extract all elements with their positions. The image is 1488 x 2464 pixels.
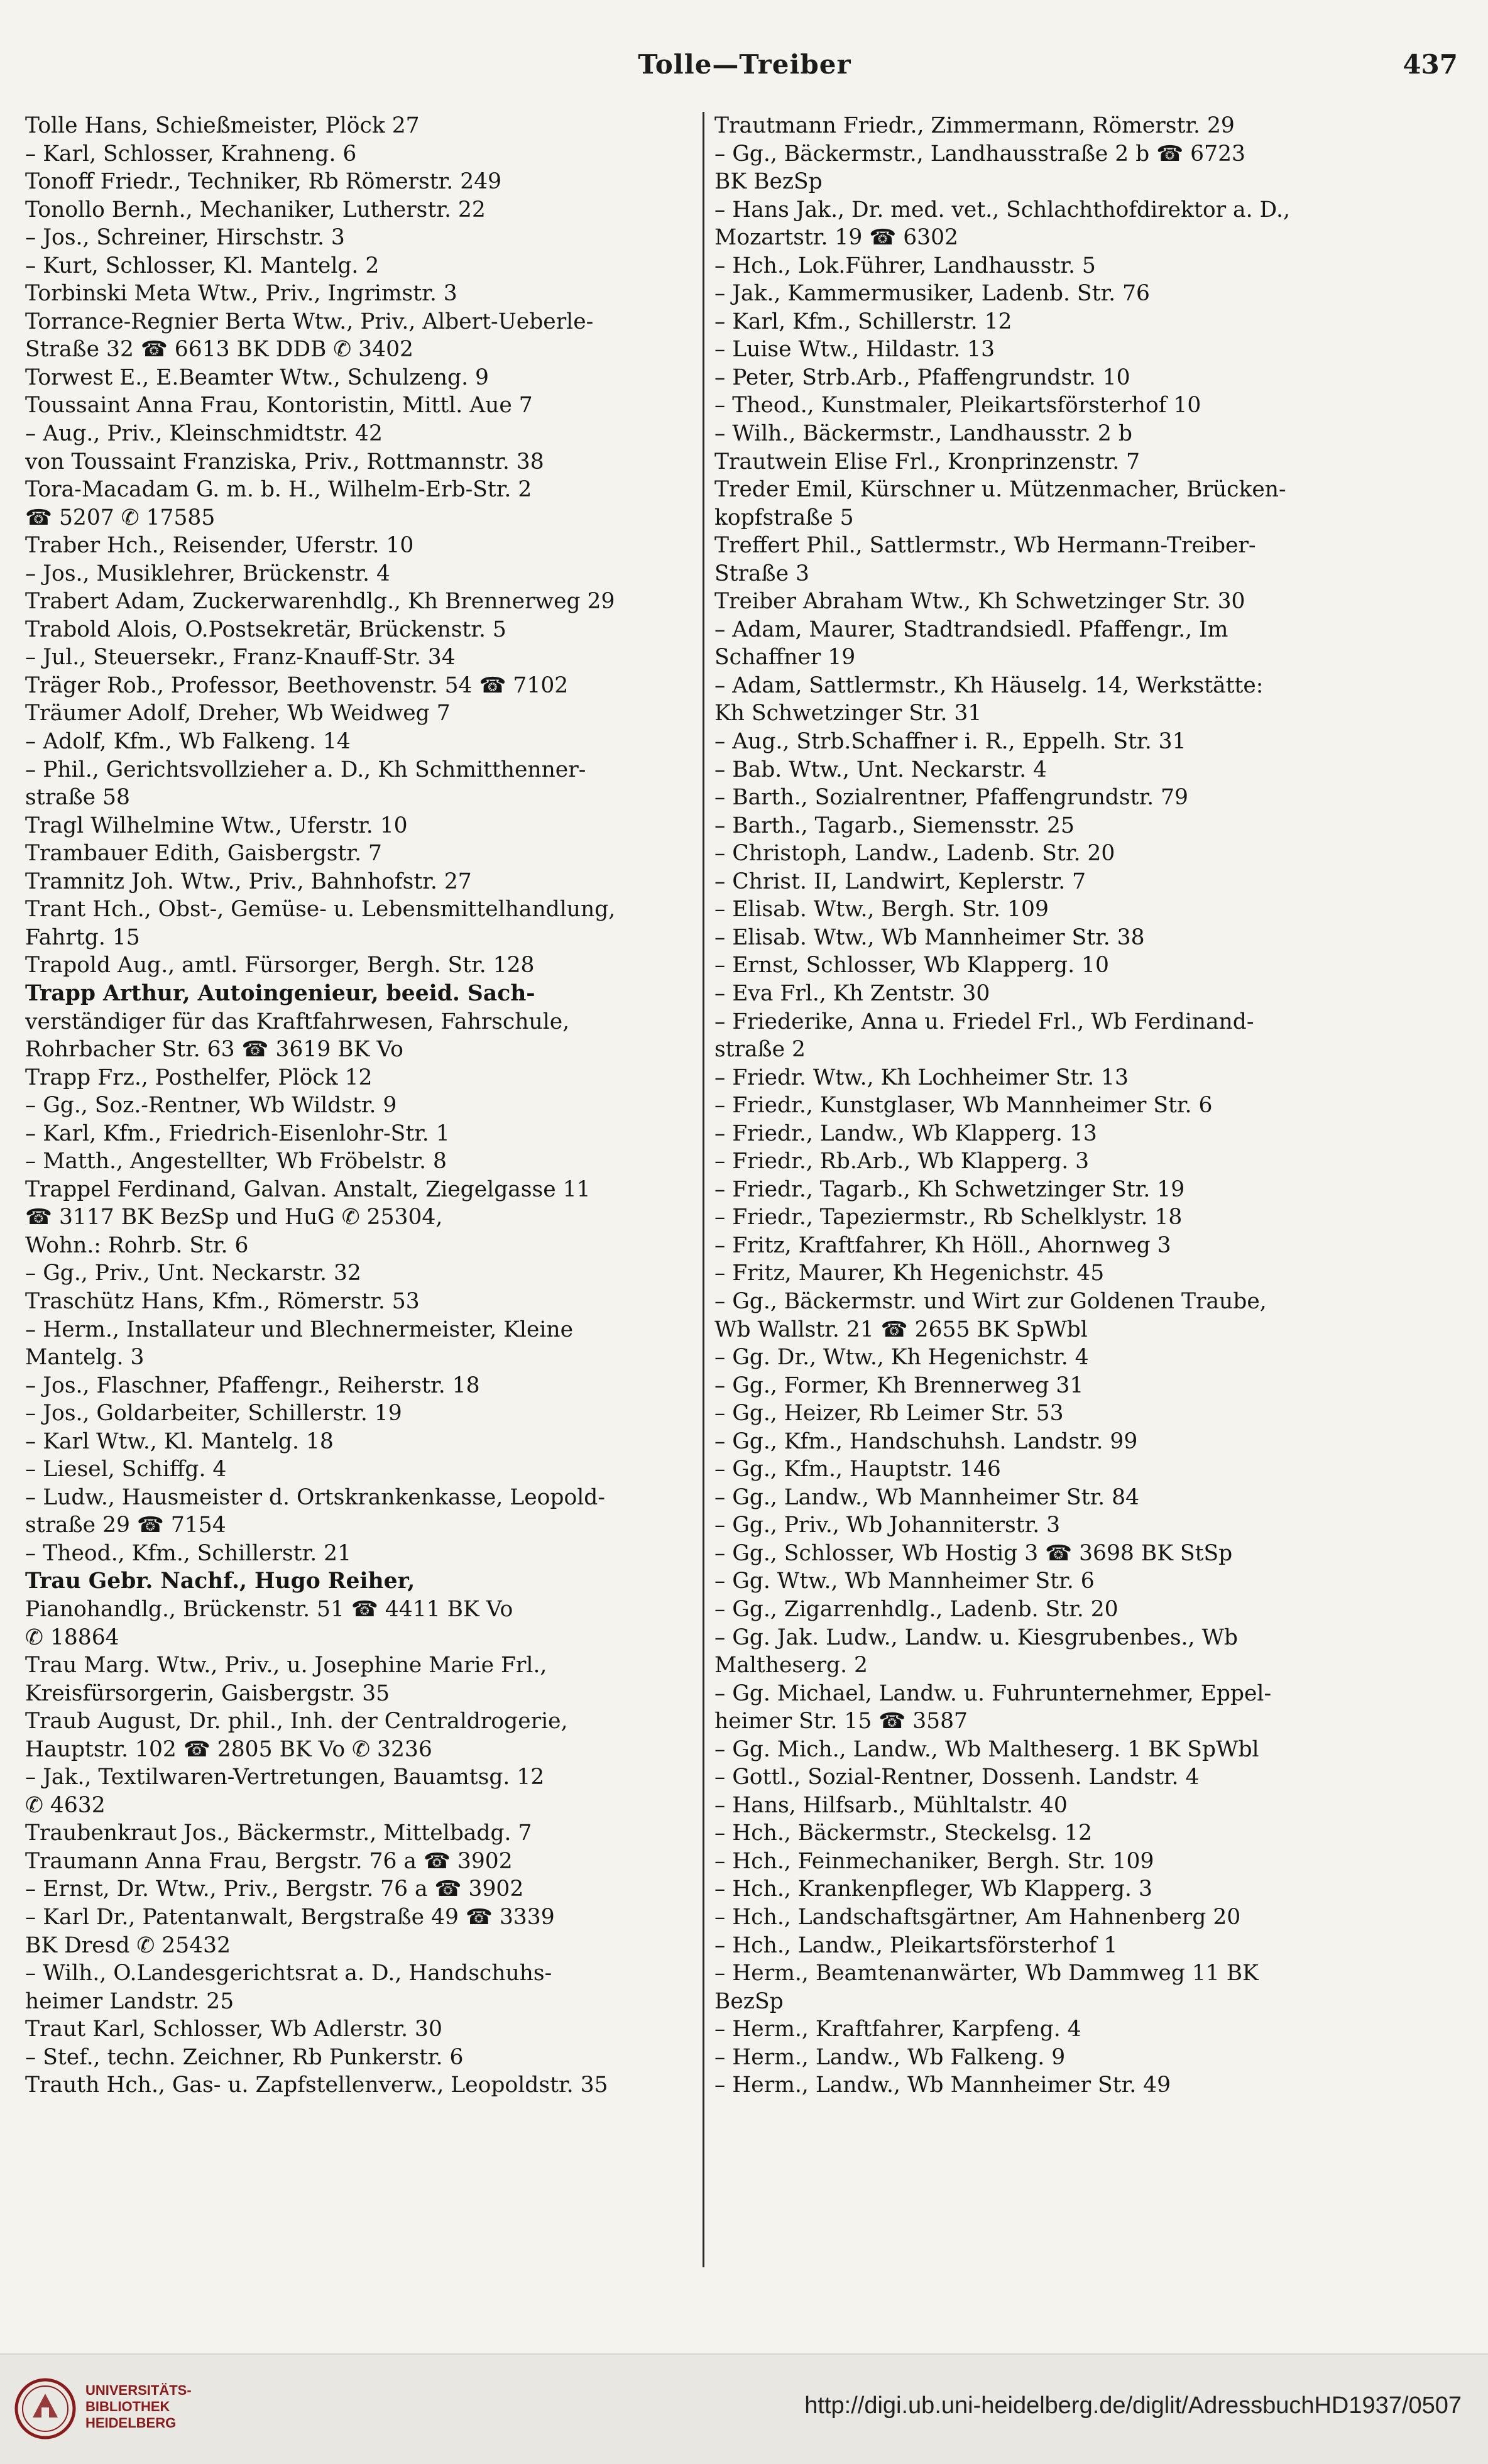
directory-entry-line: Traber Hch., Reisender, Uferstr. 10 xyxy=(25,533,414,559)
directory-entry-line: Schaffner 19 xyxy=(714,645,856,671)
directory-entry-line: ✆ 18864 xyxy=(25,1624,119,1650)
directory-entry-line: – Gg. Wtw., Wb Mannheimer Str. 6 xyxy=(714,1569,1095,1594)
directory-entry-line: – Gg., Schlosser, Wb Hostig 3 ☎ 3698 BK StSp xyxy=(714,1540,1233,1566)
directory-entry-line: – Ernst, Schlosser, Wb Klapperg. 10 xyxy=(714,953,1109,978)
source-url[interactable]: http://digi.ub.uni-heidelberg.de/diglit/AdressbuchHD1937/0507 xyxy=(804,2392,1462,2419)
directory-entry-line: – Barth., Sozialrentner, Pfaffengrundstr. 79 xyxy=(714,785,1188,811)
directory-entry-line: Tragl Wilhelmine Wtw., Uferstr. 10 xyxy=(25,813,408,838)
directory-entry-line: – Gg., Zigarrenhdlg., Ladenb. Str. 20 xyxy=(714,1596,1119,1622)
directory-entry-line: – Wilh., Bäckermstr., Landhausstr. 2 b xyxy=(714,421,1132,447)
directory-entry-line: Kreisfürsorgerin, Gaisbergstr. 35 xyxy=(25,1680,390,1706)
directory-entry-line: Kh Schwetzinger Str. 31 xyxy=(714,701,982,726)
directory-entry-line: BK Dresd ✆ 25432 xyxy=(25,1932,231,1958)
directory-entry-line: Tolle Hans, Schießmeister, Plöck 27 xyxy=(25,113,420,138)
directory-entry-line: – Phil., Gerichtsvollzieher a. D., Kh Schmitthenner- xyxy=(25,757,586,782)
directory-entry-line: – Fritz, Kraftfahrer, Kh Höll., Ahornweg 3 xyxy=(714,1232,1171,1258)
directory-entry-line: – Karl Wtw., Kl. Mantelg. 18 xyxy=(25,1428,334,1454)
directory-entry-line: BK BezSp xyxy=(714,169,823,195)
library-name: UNIVERSITÄTS- BIBLIOTHEK HEIDELBERG xyxy=(85,2382,192,2431)
directory-entry-line: – Christoph, Landw., Ladenb. Str. 20 xyxy=(714,841,1115,867)
directory-entry-line: Tramnitz Joh. Wtw., Priv., Bahnhofstr. 27 xyxy=(25,868,472,894)
directory-entry-line: heimer Str. 15 ☎ 3587 xyxy=(714,1709,968,1734)
directory-entry-line: – Gg., Kfm., Handschuhsh. Landstr. 99 xyxy=(714,1428,1138,1454)
directory-entry-line: Träger Rob., Professor, Beethovenstr. 54 ☎ 7102 xyxy=(25,672,569,698)
directory-entry-line: – Friedr. Wtw., Kh Lochheimer Str. 13 xyxy=(714,1065,1129,1090)
directory-entry-line: – Peter, Strb.Arb., Pfaffengrundstr. 10 xyxy=(714,364,1130,390)
directory-entry-line: Trau Marg. Wtw., Priv., u. Josephine Marie Frl., xyxy=(25,1653,547,1678)
directory-entry-line: – Jos., Musiklehrer, Brückenstr. 4 xyxy=(25,561,390,586)
directory-entry-line: – Fritz, Maurer, Kh Hegenichstr. 45 xyxy=(714,1261,1105,1286)
directory-entry-line: – Gg., Priv., Unt. Neckarstr. 32 xyxy=(25,1261,361,1286)
directory-entry-line: – Adolf, Kfm., Wb Falkeng. 14 xyxy=(25,729,351,755)
directory-entry-line: – Gottl., Sozial-Rentner, Dossenh. Landstr. 4 xyxy=(714,1765,1200,1790)
directory-entry-line: Traumann Anna Frau, Bergstr. 76 a ☎ 3902 xyxy=(25,1848,513,1874)
directory-entry-line: – Friedr., Rb.Arb., Wb Klapperg. 3 xyxy=(714,1149,1090,1175)
footer-bar xyxy=(0,2353,1488,2464)
directory-entry-line: – Karl, Kfm., Friedrich-Eisenlohr-Str. 1 xyxy=(25,1120,450,1146)
directory-entry-line: ✆ 4632 xyxy=(25,1792,106,1818)
directory-entry-line: – Herm., Landw., Wb Mannheimer Str. 49 xyxy=(714,2072,1171,2098)
directory-entry-line: – Wilh., O.Landesgerichtsrat a. D., Handschuhs- xyxy=(25,1961,552,1986)
directory-entry-line: – Gg., Kfm., Hauptstr. 146 xyxy=(714,1457,1001,1482)
directory-entry-line: Trappel Ferdinand, Galvan. Anstalt, Ziegelgasse 11 xyxy=(25,1176,591,1202)
directory-entry-line: – Friedr., Landw., Wb Klapperg. 13 xyxy=(714,1120,1097,1146)
directory-entry-line: – Herm., Beamtenanwärter, Wb Dammweg 11 BK xyxy=(714,1961,1259,1986)
directory-entry-line: Traub August, Dr. phil., Inh. der Centraldrogerie, xyxy=(25,1709,568,1734)
directory-entry-line: – Elisab. Wtw., Wb Mannheimer Str. 38 xyxy=(714,924,1145,950)
directory-entry-line: Trau Gebr. Nachf., Hugo Reiher, xyxy=(25,1569,415,1594)
directory-entry-line: – Hch., Feinmechaniker, Bergh. Str. 109 xyxy=(714,1848,1154,1874)
directory-entry-line: Wb Wallstr. 21 ☎ 2655 BK SpWbl xyxy=(714,1317,1088,1342)
directory-entry-line: Torrance-Regnier Berta Wtw., Priv., Albert-Ueberle- xyxy=(25,309,594,334)
directory-entry-line: Tonoff Friedr., Techniker, Rb Römerstr. 249 xyxy=(25,169,502,195)
directory-entry-line: Maltheserg. 2 xyxy=(714,1653,868,1678)
directory-entry-line: Trant Hch., Obst-, Gemüse- u. Lebensmittelhandlung, xyxy=(25,897,616,923)
directory-entry-line: Treffert Phil., Sattlermstr., Wb Hermann-Treiber- xyxy=(714,533,1256,559)
directory-entry-line: Rohrbacher Str. 63 ☎ 3619 BK Vo xyxy=(25,1037,403,1063)
directory-entry-line: – Gg. Mich., Landw., Wb Maltheserg. 1 BK SpWbl xyxy=(714,1736,1259,1762)
directory-entry-line: – Friedr., Tapeziermstr., Rb Schelklystr. 18 xyxy=(714,1205,1183,1230)
directory-entry-line: Hauptstr. 102 ☎ 2805 BK Vo ✆ 3236 xyxy=(25,1736,432,1762)
directory-entry-line: – Hans, Hilfsarb., Mühltalstr. 40 xyxy=(714,1792,1068,1818)
directory-entry-line: – Gg., Priv., Wb Johanniterstr. 3 xyxy=(714,1513,1061,1538)
directory-entry-line: Trapp Frz., Posthelfer, Plöck 12 xyxy=(25,1065,373,1090)
directory-entry-line: – Karl Dr., Patentanwalt, Bergstraße 49 ☎ 3339 xyxy=(25,1905,555,1930)
directory-entry-line: – Jak., Kammermusiker, Ladenb. Str. 76 xyxy=(714,281,1150,307)
directory-entry-line: Tora-Macadam G. m. b. H., Wilhelm-Erb-Str. 2 xyxy=(25,477,532,503)
directory-entry-line: – Matth., Angestellter, Wb Fröbelstr. 8 xyxy=(25,1149,447,1175)
directory-entry-line: – Adam, Maurer, Stadtrandsiedl. Pfaffengr., Im xyxy=(714,616,1228,642)
directory-entry-line: – Gg., Former, Kh Brennerweg 31 xyxy=(714,1372,1084,1398)
directory-entry-line: Pianohandlg., Brückenstr. 51 ☎ 4411 BK Vo xyxy=(25,1596,513,1622)
directory-entry-line: BezSp xyxy=(714,1988,784,2014)
directory-entry-line: verständiger für das Kraftfahrwesen, Fahrschule, xyxy=(25,1009,570,1034)
directory-entry-line: – Liesel, Schiffg. 4 xyxy=(25,1457,227,1482)
directory-entry-line: Treder Emil, Kürschner u. Mützenmacher, Brücken- xyxy=(714,477,1286,503)
directory-entry-line: Traut Karl, Schlosser, Wb Adlerstr. 30 xyxy=(25,2017,442,2042)
directory-entry-line: Tonollo Bernh., Mechaniker, Lutherstr. 22 xyxy=(25,197,486,222)
directory-entry-line: – Stef., techn. Zeichner, Rb Punkerstr. 6 xyxy=(25,2044,464,2070)
directory-entry-line: Mantelg. 3 xyxy=(25,1345,145,1371)
directory-entry-line: – Aug., Strb.Schaffner i. R., Eppelh. Str. 31 xyxy=(714,729,1186,755)
directory-entry-line: – Jak., Textilwaren-Vertretungen, Bauamtsg. 12 xyxy=(25,1765,545,1790)
directory-entry-line: Straße 3 xyxy=(714,561,809,586)
directory-entry-line: – Friederike, Anna u. Friedel Frl., Wb Ferdinand- xyxy=(714,1009,1254,1034)
directory-entry-line: ☎ 5207 ✆ 17585 xyxy=(25,505,216,530)
directory-entry-line: Torwest E., E.Beamter Wtw., Schulzeng. 9 xyxy=(25,364,489,390)
directory-entry-line: – Theod., Kunstmaler, Pleikartsförsterhof 10 xyxy=(714,393,1201,419)
right-column xyxy=(714,112,1465,2100)
directory-entry-line: – Elisab. Wtw., Bergh. Str. 109 xyxy=(714,897,1049,923)
directory-entry-line: – Ludw., Hausmeister d. Ortskrankenkasse, Leopold- xyxy=(25,1484,606,1510)
left-column xyxy=(25,112,710,2100)
directory-entry-line: – Gg., Landw., Wb Mannheimer Str. 84 xyxy=(714,1484,1140,1510)
directory-entry-line: straße 29 ☎ 7154 xyxy=(25,1513,226,1538)
directory-entry-line: Straße 32 ☎ 6613 BK DDB ✆ 3402 xyxy=(25,337,413,363)
directory-entry-line: Trapp Arthur, Autoingenieur, beeid. Sach- xyxy=(25,980,535,1006)
directory-entry-line: ☎ 3117 BK BezSp und HuG ✆ 25304, xyxy=(25,1205,443,1230)
directory-entry-line: – Karl, Schlosser, Krahneng. 6 xyxy=(25,141,357,167)
directory-entry-line: Wohn.: Rohrb. Str. 6 xyxy=(25,1232,249,1258)
directory-entry-line: – Karl, Kfm., Schillerstr. 12 xyxy=(714,309,1012,334)
directory-entry-line: Träumer Adolf, Dreher, Wb Weidweg 7 xyxy=(25,701,451,726)
directory-entry-line: straße 2 xyxy=(714,1037,806,1063)
directory-entry-line: Treiber Abraham Wtw., Kh Schwetzinger Str. 30 xyxy=(714,589,1245,615)
directory-entry-line: – Hch., Bäckermstr., Steckelsg. 12 xyxy=(714,1821,1092,1846)
directory-entry-line: – Adam, Sattlermstr., Kh Häuselg. 14, Werkstätte: xyxy=(714,672,1264,698)
directory-entry-line: – Ernst, Dr. Wtw., Priv., Bergstr. 76 a ☎ 3902 xyxy=(25,1876,524,1902)
page-header xyxy=(25,49,1464,93)
directory-entry-line: – Aug., Priv., Kleinschmidtstr. 42 xyxy=(25,421,383,447)
directory-entry-line: – Christ. II, Landwirt, Keplerstr. 7 xyxy=(714,868,1086,894)
directory-entry-line: – Gg. Dr., Wtw., Kh Hegenichstr. 4 xyxy=(714,1345,1089,1371)
directory-entry-line: heimer Landstr. 25 xyxy=(25,1988,234,2014)
directory-entry-line: – Hch., Lok.Führer, Landhausstr. 5 xyxy=(714,253,1096,278)
directory-entry-line: – Herm., Installateur und Blechnermeister, Kleine xyxy=(25,1317,574,1342)
running-head: Tolle—Treiber xyxy=(638,49,851,80)
directory-entry-line: Trautmann Friedr., Zimmermann, Römerstr. 29 xyxy=(714,113,1235,138)
directory-entry-line: Traubenkraut Jos., Bäckermstr., Mittelbadg. 7 xyxy=(25,1821,532,1846)
directory-entry-line: Torbinski Meta Wtw., Priv., Ingrimstr. 3 xyxy=(25,281,457,307)
directory-entry-line: Toussaint Anna Frau, Kontoristin, Mittl. Aue 7 xyxy=(25,393,533,419)
directory-entry-line: – Jos., Goldarbeiter, Schillerstr. 19 xyxy=(25,1401,402,1426)
directory-entry-line: – Gg., Soz.-Rentner, Wb Wildstr. 9 xyxy=(25,1093,397,1119)
university-seal-icon xyxy=(14,2376,77,2441)
directory-entry-line: – Theod., Kfm., Schillerstr. 21 xyxy=(25,1540,352,1566)
directory-entry-line: Trabold Alois, O.Postsekretär, Brückenstr. 5 xyxy=(25,616,506,642)
directory-entry-line: – Barth., Tagarb., Siemensstr. 25 xyxy=(714,813,1075,838)
directory-entry-line: – Gg., Bäckermstr., Landhausstraße 2 b ☎ 6723 xyxy=(714,141,1245,167)
directory-entry-line: – Herm., Kraftfahrer, Karpfeng. 4 xyxy=(714,2017,1081,2042)
directory-entry-line: Trapold Aug., amtl. Fürsorger, Bergh. Str. 128 xyxy=(25,953,535,978)
directory-entry-line: Fahrtg. 15 xyxy=(25,924,140,950)
page-number: 437 xyxy=(1403,49,1458,80)
directory-entry-line: – Jul., Steuersekr., Franz-Knauff-Str. 34 xyxy=(25,645,456,671)
directory-entry-line: – Friedr., Kunstglaser, Wb Mannheimer Str. 6 xyxy=(714,1093,1213,1119)
directory-entry-line: – Gg., Heizer, Rb Leimer Str. 53 xyxy=(714,1401,1064,1426)
directory-entry-line: – Gg. Michael, Landw. u. Fuhrunternehmer, Eppel- xyxy=(714,1680,1272,1706)
directory-entry-line: – Gg., Bäckermstr. und Wirt zur Goldenen Traube, xyxy=(714,1288,1267,1314)
directory-entry-line: – Friedr., Tagarb., Kh Schwetzinger Str. 19 xyxy=(714,1176,1185,1202)
directory-entry-line: straße 58 xyxy=(25,785,130,811)
directory-entry-line: von Toussaint Franziska, Priv., Rottmannstr. 38 xyxy=(25,449,544,474)
directory-entry-line: Mozartstr. 19 ☎ 6302 xyxy=(714,225,959,251)
directory-entry-line: – Hch., Landschaftsgärtner, Am Hahnenberg 20 xyxy=(714,1905,1241,1930)
directory-entry-line: – Hch., Landw., Pleikartsförsterhof 1 xyxy=(714,1932,1118,1958)
directory-entry-line: Trambauer Edith, Gaisbergstr. 7 xyxy=(25,841,382,867)
directory-entry-line: Trauth Hch., Gas- u. Zapfstellenverw., Leopoldstr. 35 xyxy=(25,2072,608,2098)
directory-entry-line: – Hch., Krankenpfleger, Wb Klapperg. 3 xyxy=(714,1876,1152,1902)
directory-entry-line: Trautwein Elise Frl., Kronprinzenstr. 7 xyxy=(714,449,1141,474)
directory-entry-line: kopfstraße 5 xyxy=(714,505,854,530)
directory-entry-line: – Herm., Landw., Wb Falkeng. 9 xyxy=(714,2044,1066,2070)
directory-entry-line: Traschütz Hans, Kfm., Römerstr. 53 xyxy=(25,1288,420,1314)
directory-entry-line: – Eva Frl., Kh Zentstr. 30 xyxy=(714,980,990,1006)
directory-entry-line: – Bab. Wtw., Unt. Neckarstr. 4 xyxy=(714,757,1047,782)
directory-entry-line: Trabert Adam, Zuckerwarenhdlg., Kh Brennerweg 29 xyxy=(25,589,615,615)
directory-entry-line: – Luise Wtw., Hildastr. 13 xyxy=(714,337,995,363)
column-divider xyxy=(703,112,704,2267)
directory-entry-line: – Jos., Schreiner, Hirschstr. 3 xyxy=(25,225,345,251)
directory-entry-line: – Jos., Flaschner, Pfaffengr., Reiherstr. 18 xyxy=(25,1372,480,1398)
directory-entry-line: – Hans Jak., Dr. med. vet., Schlachthofdirektor a. D., xyxy=(714,197,1290,222)
directory-entry-line: – Kurt, Schlosser, Kl. Mantelg. 2 xyxy=(25,253,380,278)
directory-entry-line: – Gg. Jak. Ludw., Landw. u. Kiesgrubenbes., Wb xyxy=(714,1624,1238,1650)
